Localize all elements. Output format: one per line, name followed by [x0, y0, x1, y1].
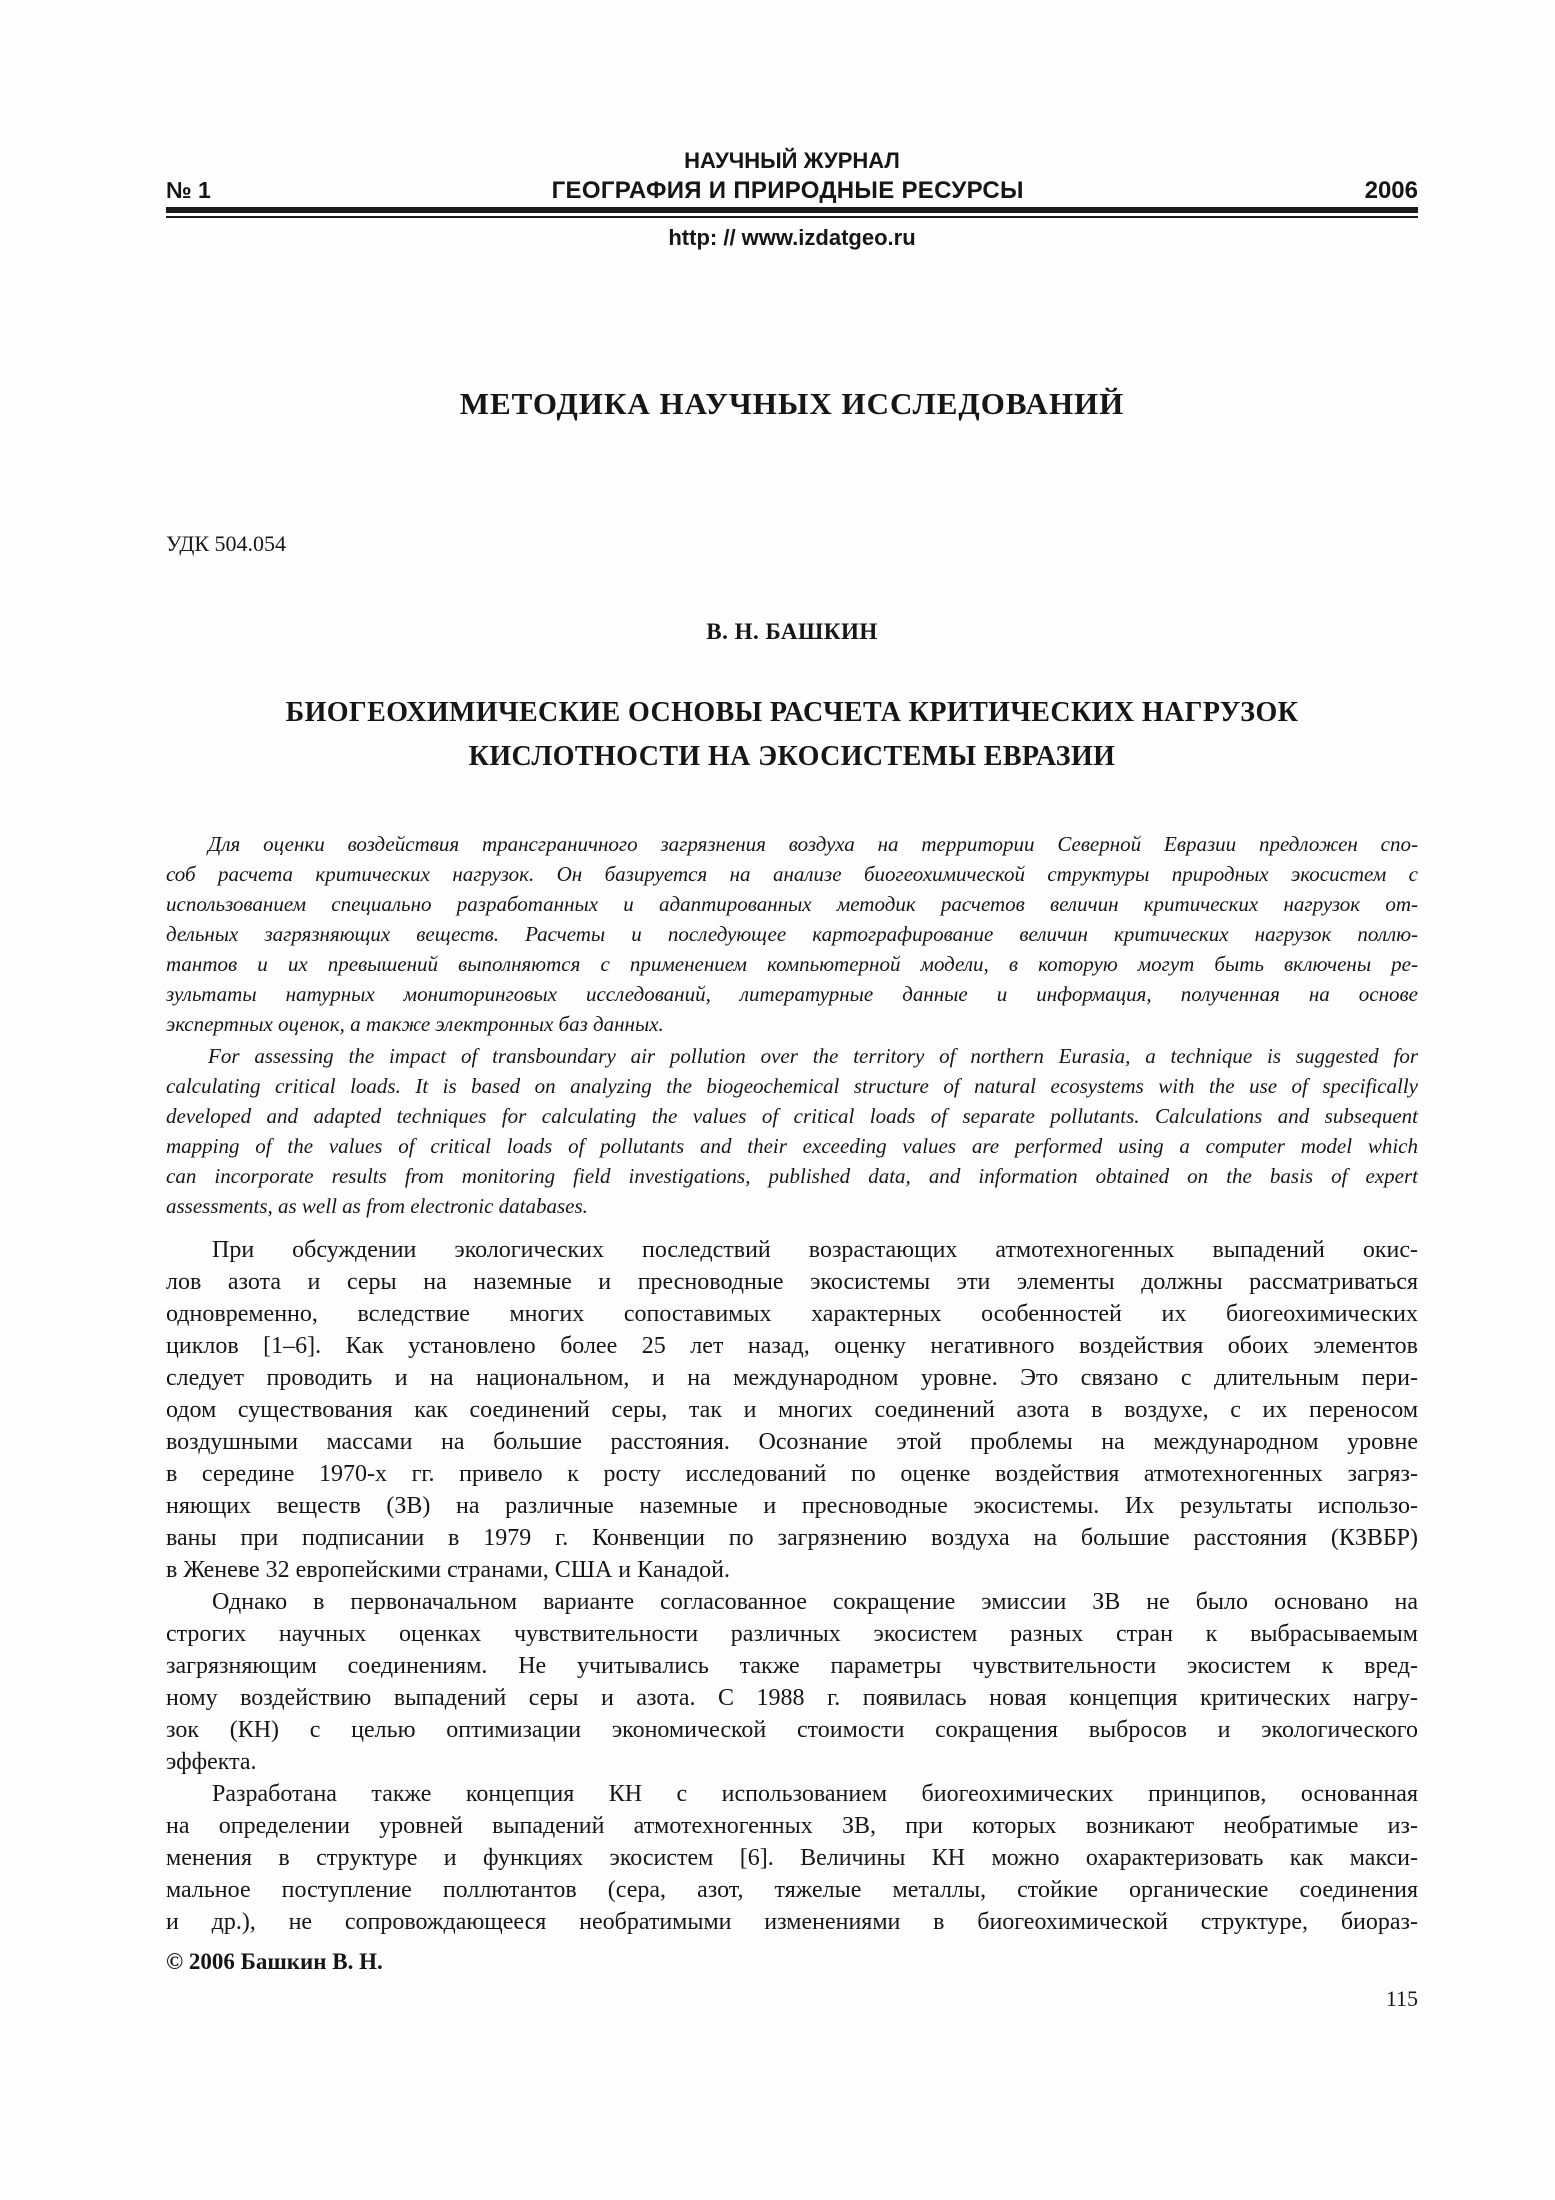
text-line: эффекта. — [166, 1749, 257, 1775]
section-title: МЕТОДИКА НАУЧНЫХ ИССЛЕДОВАНИЙ — [459, 386, 1125, 421]
text-line: строгих научных оценках чувствительности различных экосистем разных стран к выбрасываемым — [166, 1621, 1418, 1647]
text-line: зультаты натурных мониторинговых исследований, литературные данные и информация, полученная на основе — [166, 982, 1418, 1006]
text-line: При обсуждении экологических последствий возрастающих атмотехногенных выпадений окис- — [212, 1237, 1418, 1263]
article-title-line1: БИОГЕОХИМИЧЕСКИЕ ОСНОВЫ РАСЧЕТА КРИТИЧЕСКИХ НАГРУЗОК — [285, 697, 1299, 728]
article-author: В. Н. БАШКИН — [706, 619, 878, 644]
journal-website: http: // www.izdatgeo.ru — [668, 225, 916, 250]
udc-code: УДК 504.054 — [166, 531, 287, 556]
text-line: на определении уровней выпадений атмотехногенных ЗВ, при которых возникают необратимые из- — [166, 1813, 1418, 1839]
text-line: соб расчета критических нагрузок. Он базируется на анализе биогеохимической структуры природных экосистем с — [166, 862, 1418, 886]
body-paragraph — [166, 1234, 1418, 1586]
text-line: экспертных оценок, а также электронных баз данных. — [166, 1012, 664, 1036]
text-line: For assessing the impact of transboundary air pollution over the territory of northern Eurasia, a technique is suggested for — [208, 1044, 1418, 1068]
article-title-line2: КИСЛОТНОСТИ НА ЭКОСИСТЕМЫ ЕВРАЗИИ — [468, 741, 1116, 772]
text-line: следует проводить и на национальном, и на международном уровне. Это связано с длительным пери- — [166, 1365, 1418, 1391]
text-line: тантов и их превышений выполняются с применением компьютерной модели, в которую могут быть включены ре- — [166, 952, 1418, 976]
text-line: дельных загрязняющих веществ. Расчеты и последующее картографирование величин критических нагрузок поллю- — [166, 922, 1418, 946]
copyright-notice: © 2006 Башкин В. Н. — [166, 1949, 383, 1974]
text-line: в середине 1970-х гг. привело к росту исследований по оценке воздействия атмотехногенных загряз- — [166, 1461, 1418, 1487]
header-divider — [166, 207, 1418, 218]
text-line: одом существования как соединений серы, так и многих соединений азота в воздухе, с их переносом — [166, 1397, 1418, 1423]
page-number: 115 — [1385, 1986, 1418, 2011]
issue-number: № 1 — [166, 177, 211, 203]
header-rule-thin — [166, 216, 1418, 218]
text-line: can incorporate results from monitoring field investigations, published data, and information obtained on the basis of expert — [166, 1164, 1418, 1188]
text-line: и др.), не сопровождающееся необратимыми изменениями в биогеохимической структуре, биораз- — [166, 1909, 1418, 1935]
text-line: Для оценки воздействия трансграничного загрязнения воздуха на территории Северной Евразии предложен спо- — [208, 832, 1418, 856]
text-line: developed and adapted techniques for calculating the values of critical loads of separate pollutants. Calculations and subsequent — [166, 1104, 1418, 1128]
body-paragraph — [166, 1778, 1418, 1938]
text-line: Разработана также концепция КН с использованием биогеохимических принципов, основанная — [212, 1781, 1418, 1807]
text-line: одновременно, вследствие многих сопоставимых характерных особенностей их биогеохимических — [166, 1301, 1418, 1327]
text-line: в Женеве 32 европейскими странами, США и Канадой. — [166, 1557, 731, 1583]
text-line: загрязняющим соединениям. Не учитывались также параметры чувствительности экосистем к вред- — [166, 1653, 1418, 1679]
text-line: мальное поступление поллютантов (сера, азот, тяжелые металлы, стойкие органические соединения — [166, 1877, 1418, 1903]
text-line: mapping of the values of critical loads of pollutants and their exceeding values are performed using a computer model which — [166, 1134, 1418, 1158]
text-line: зок (КН) с целью оптимизации экономической стоимости сокращения выбросов и экологического — [166, 1717, 1418, 1743]
journal-title: ГЕОГРАФИЯ И ПРИРОДНЫЕ РЕСУРСЫ — [551, 177, 1024, 204]
article-title — [166, 691, 1418, 779]
text-line: воздушными массами на большие расстояния. Осознание этой проблемы на международном уровне — [166, 1429, 1418, 1455]
abstract-russian — [166, 829, 1418, 1039]
journal-type-label: НАУЧНЫЙ ЖУРНАЛ — [684, 148, 900, 173]
header-rule-thick — [166, 207, 1418, 213]
text-line: ваны при подписании в 1979 г. Конвенции по загрязнению воздуха на большие расстояния (КЗВБР) — [166, 1525, 1418, 1551]
article-body — [166, 1234, 1418, 1938]
journal-year: 2006 — [1364, 177, 1418, 204]
journal-header-row — [166, 177, 1418, 205]
text-line: assessments, as well as from electronic databases. — [166, 1194, 588, 1218]
text-line: менения в структуре и функциях экосистем [6]. Величины КН можно охарактеризовать как макси- — [166, 1845, 1418, 1871]
abstract-english — [166, 1041, 1418, 1221]
text-line: calculating critical loads. It is based on analyzing the biogeochemical structure of natural ecosystems with the use of specifically — [166, 1074, 1418, 1098]
text-line: няющих веществ (ЗВ) на различные наземные и пресноводные экосистемы. Их результаты использо- — [166, 1493, 1418, 1519]
text-line: Однако в первоначальном варианте согласованное сокращение эмиссии ЗВ не было основано на — [212, 1589, 1418, 1615]
text-line: использованием специально разработанных и адаптированных методик расчетов величин критических нагрузок от- — [166, 892, 1418, 916]
text-line: циклов [1–6]. Как установлено более 25 лет назад, оценку негативного воздействия обоих элементов — [166, 1333, 1418, 1359]
text-line: ному воздействию выпадений серы и азота. С 1988 г. появилась новая концепция критических нагру- — [166, 1685, 1418, 1711]
body-paragraph — [166, 1586, 1418, 1778]
text-line: лов азота и серы на наземные и пресноводные экосистемы эти элементы должны рассматриваться — [166, 1269, 1418, 1295]
